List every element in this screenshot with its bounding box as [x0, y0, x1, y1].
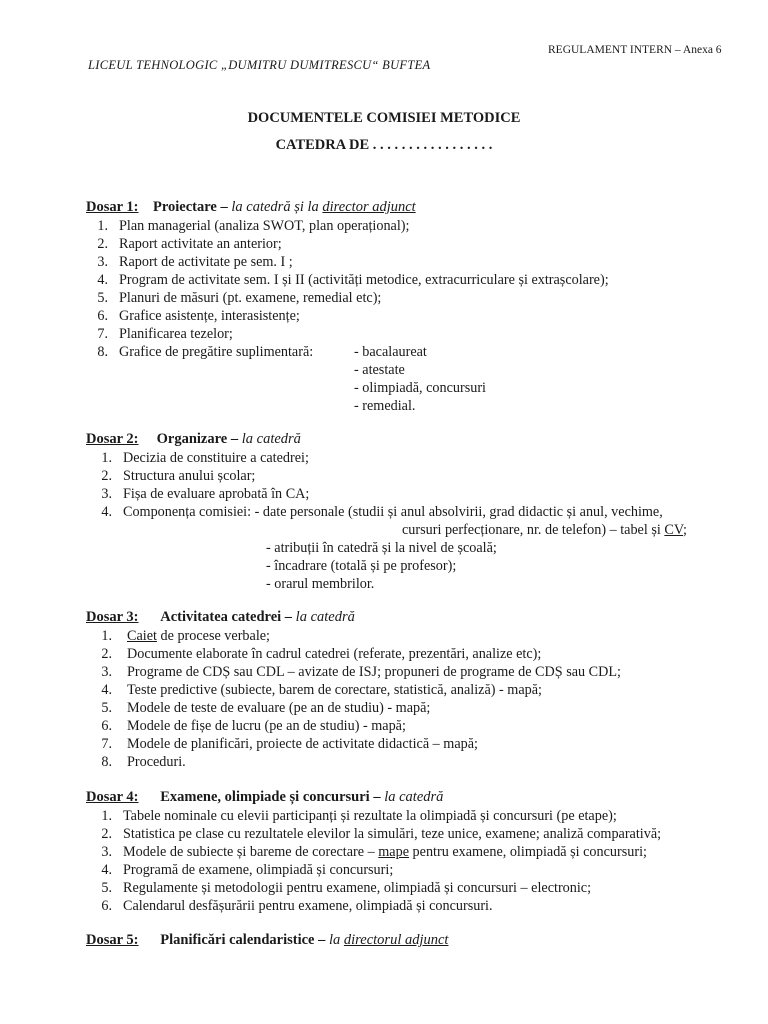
list-item-number: 6.: [97, 308, 108, 324]
list-item-number: 2.: [101, 468, 112, 484]
list-item: Raport activitate an anterior;: [119, 236, 282, 252]
dosar-2-location: la catedră: [241, 431, 301, 447]
sub-item: - atribuții în catedră și la nivel de școală;: [266, 540, 497, 556]
list-item-number: 1.: [97, 218, 108, 234]
list-item-number: 7.: [97, 326, 108, 342]
list-item: Plan managerial (analiza SWOT, plan operațional);: [119, 218, 410, 234]
list-item-number: 7.: [101, 736, 112, 752]
list-item: Teste predictive (subiecte, barem de corectare, statistică, analiză) - mapă;: [127, 682, 542, 698]
dosar-2-label: Dosar 2:: [86, 431, 139, 447]
list-item: [127, 627, 270, 645]
list-item: Modele de planificări, proiecte de activitate didactică – mapă;: [127, 736, 478, 752]
list-item: Statistica pe clase cu rezultatele elevilor la simulări, teze unice, examene; analiză comparativă;: [123, 826, 662, 842]
list-item-number: 4.: [97, 272, 108, 288]
list-item-underlined: mape: [378, 844, 409, 860]
list-item: [123, 843, 647, 861]
dosar-3-name: Activitatea catedrei: [160, 609, 282, 625]
dosar-5-location-prefix: la: [328, 932, 344, 948]
list-item-number: 4.: [101, 862, 112, 878]
annex-label: REGULAMENT INTERN – Anexa 6: [548, 44, 722, 56]
list-item-number: 6.: [101, 898, 112, 914]
list-item-number: 5.: [101, 880, 112, 896]
list-item: Proceduri.: [127, 754, 186, 770]
list-item-number: 3.: [101, 664, 112, 680]
list-item-number: 3.: [101, 486, 112, 502]
list-item-number: 2.: [97, 236, 108, 252]
list-item-number: 5.: [97, 290, 108, 306]
dosar-5-label: Dosar 5:: [86, 932, 139, 948]
dosar-4-label: Dosar 4:: [86, 789, 139, 805]
list-item-number: 4.: [101, 682, 112, 698]
list-item: Grafice asistențe, interasistențe;: [119, 308, 300, 324]
dosar-4-heading: [86, 789, 443, 806]
list-item: Structura anului școlar;: [123, 468, 256, 484]
list-item-number: 2.: [101, 646, 112, 662]
sub-item: - atestate: [354, 362, 405, 378]
list-item-number: 5.: [101, 700, 112, 716]
dosar-4-name: Examene, olimpiade și concursuri: [160, 789, 370, 805]
dosar-5-location-underlined: directorul adjunct: [343, 932, 449, 948]
list-item-number: 6.: [101, 718, 112, 734]
continuation-text: cursuri perfecționare, nr. de telefon) – tabel și: [402, 522, 665, 538]
dosar-5-heading: [86, 932, 448, 949]
list-item: Programă de examene, olimpiadă și concursuri;: [123, 862, 394, 878]
list-item: Modele de fișe de lucru (pe an de studiu) - mapă;: [127, 718, 406, 734]
list-item-number: 1.: [101, 450, 112, 466]
list-item-suffix: pentru examene, olimpiadă și concursuri;: [409, 844, 647, 860]
dosar-2-dash: –: [227, 431, 242, 447]
dosar-5-name: Planificări calendaristice: [160, 932, 315, 948]
sub-item: - orarul membrilor.: [266, 576, 375, 592]
list-item-underlined: Caiet: [127, 628, 157, 644]
list-item: Regulamente și metodologii pentru examene, olimpiadă și concursuri – electronic;: [123, 880, 592, 896]
list-item: Modele de teste de evaluare (pe an de studiu) - mapă;: [127, 700, 431, 716]
continuation-end: ;: [683, 522, 687, 538]
dosar-3-location: la catedră: [295, 609, 355, 625]
sub-item: - bacalaureat: [354, 344, 427, 360]
list-item: Decizia de constituire a catedrei;: [123, 450, 309, 466]
list-item: Calendarul desfășurării pentru examene, olimpiadă și concursuri.: [123, 898, 493, 914]
list-item-number: 8.: [97, 344, 108, 360]
list-item-continuation: [402, 521, 687, 539]
list-item: Planuri de măsuri (pt. examene, remedial etc);: [119, 290, 382, 306]
dosar-1-name: Proiectare: [153, 199, 217, 215]
school-name: LICEUL TEHNOLOGIC „DUMITRU DUMITRESCU“ BUFTEA: [88, 58, 431, 72]
document-title: DOCUMENTELE COMISIEI METODICE: [247, 110, 521, 126]
dosar-3-dash: –: [281, 609, 296, 625]
dosar-3-heading: [86, 609, 355, 626]
dosar-2-heading: [86, 431, 301, 448]
list-item-number: 3.: [101, 844, 112, 860]
list-item-prefix: Modele de subiecte și bareme de corectare –: [123, 844, 379, 860]
sub-item: - remedial.: [354, 398, 416, 414]
dosar-1-heading: [86, 199, 416, 216]
dosar-5-dash: –: [314, 932, 329, 948]
list-item: Program de activitate sem. I și II (activități metodice, extracurriculare și extrașcolare);: [119, 272, 609, 288]
dosar-1-label: Dosar 1:: [86, 199, 139, 215]
list-item-number: 1.: [101, 808, 112, 824]
list-item: Planificarea tezelor;: [119, 326, 233, 342]
list-item-number: 1.: [101, 628, 112, 644]
dosar-5-location: [329, 932, 448, 948]
list-item-number: 8.: [101, 754, 112, 770]
list-item: Documente elaborate în cadrul catedrei (referate, prezentări, analize etc);: [127, 646, 542, 662]
dosar-1-location: [231, 199, 415, 215]
list-item-number: 2.: [101, 826, 112, 842]
department-title: CATEDRA DE . . . . . . . . . . . . . . . . .: [275, 137, 493, 153]
sub-item: - încadrare (totală și pe profesor);: [266, 558, 457, 574]
continuation-underlined: CV: [664, 522, 684, 538]
dosar-4-location: la catedră: [384, 789, 444, 805]
dosar-4-dash: –: [369, 789, 385, 805]
list-item: Raport de activitate pe sem. I ;: [119, 254, 293, 270]
list-item: Grafice de pregătire suplimentară:: [119, 344, 314, 360]
list-item: Tabele nominale cu elevii participanți și rezultate la olimpiadă și concursuri (pe etape);: [123, 808, 617, 824]
list-item-rest: de procese verbale;: [156, 628, 270, 644]
dosar-1-location-underlined: director adjunct: [322, 199, 416, 215]
list-item-number: 4.: [101, 504, 112, 520]
list-item-number: 3.: [97, 254, 108, 270]
list-item: Programe de CDȘ sau CDL – avizate de ISJ; propuneri de programe de CDȘ sau CDL;: [127, 664, 621, 680]
dosar-3-label: Dosar 3:: [86, 609, 139, 625]
dosar-1-dash: –: [216, 199, 232, 215]
dosar-2-name: Organizare: [156, 431, 228, 447]
dosar-1-location-prefix: la catedră și la: [231, 199, 323, 215]
list-item: Componența comisiei: - date personale (studii și anul absolvirii, grad didactic și anul, vechime,: [123, 504, 663, 520]
list-item: Fișa de evaluare aprobată în CA;: [123, 486, 310, 502]
sub-item: - olimpiadă, concursuri: [354, 380, 486, 396]
